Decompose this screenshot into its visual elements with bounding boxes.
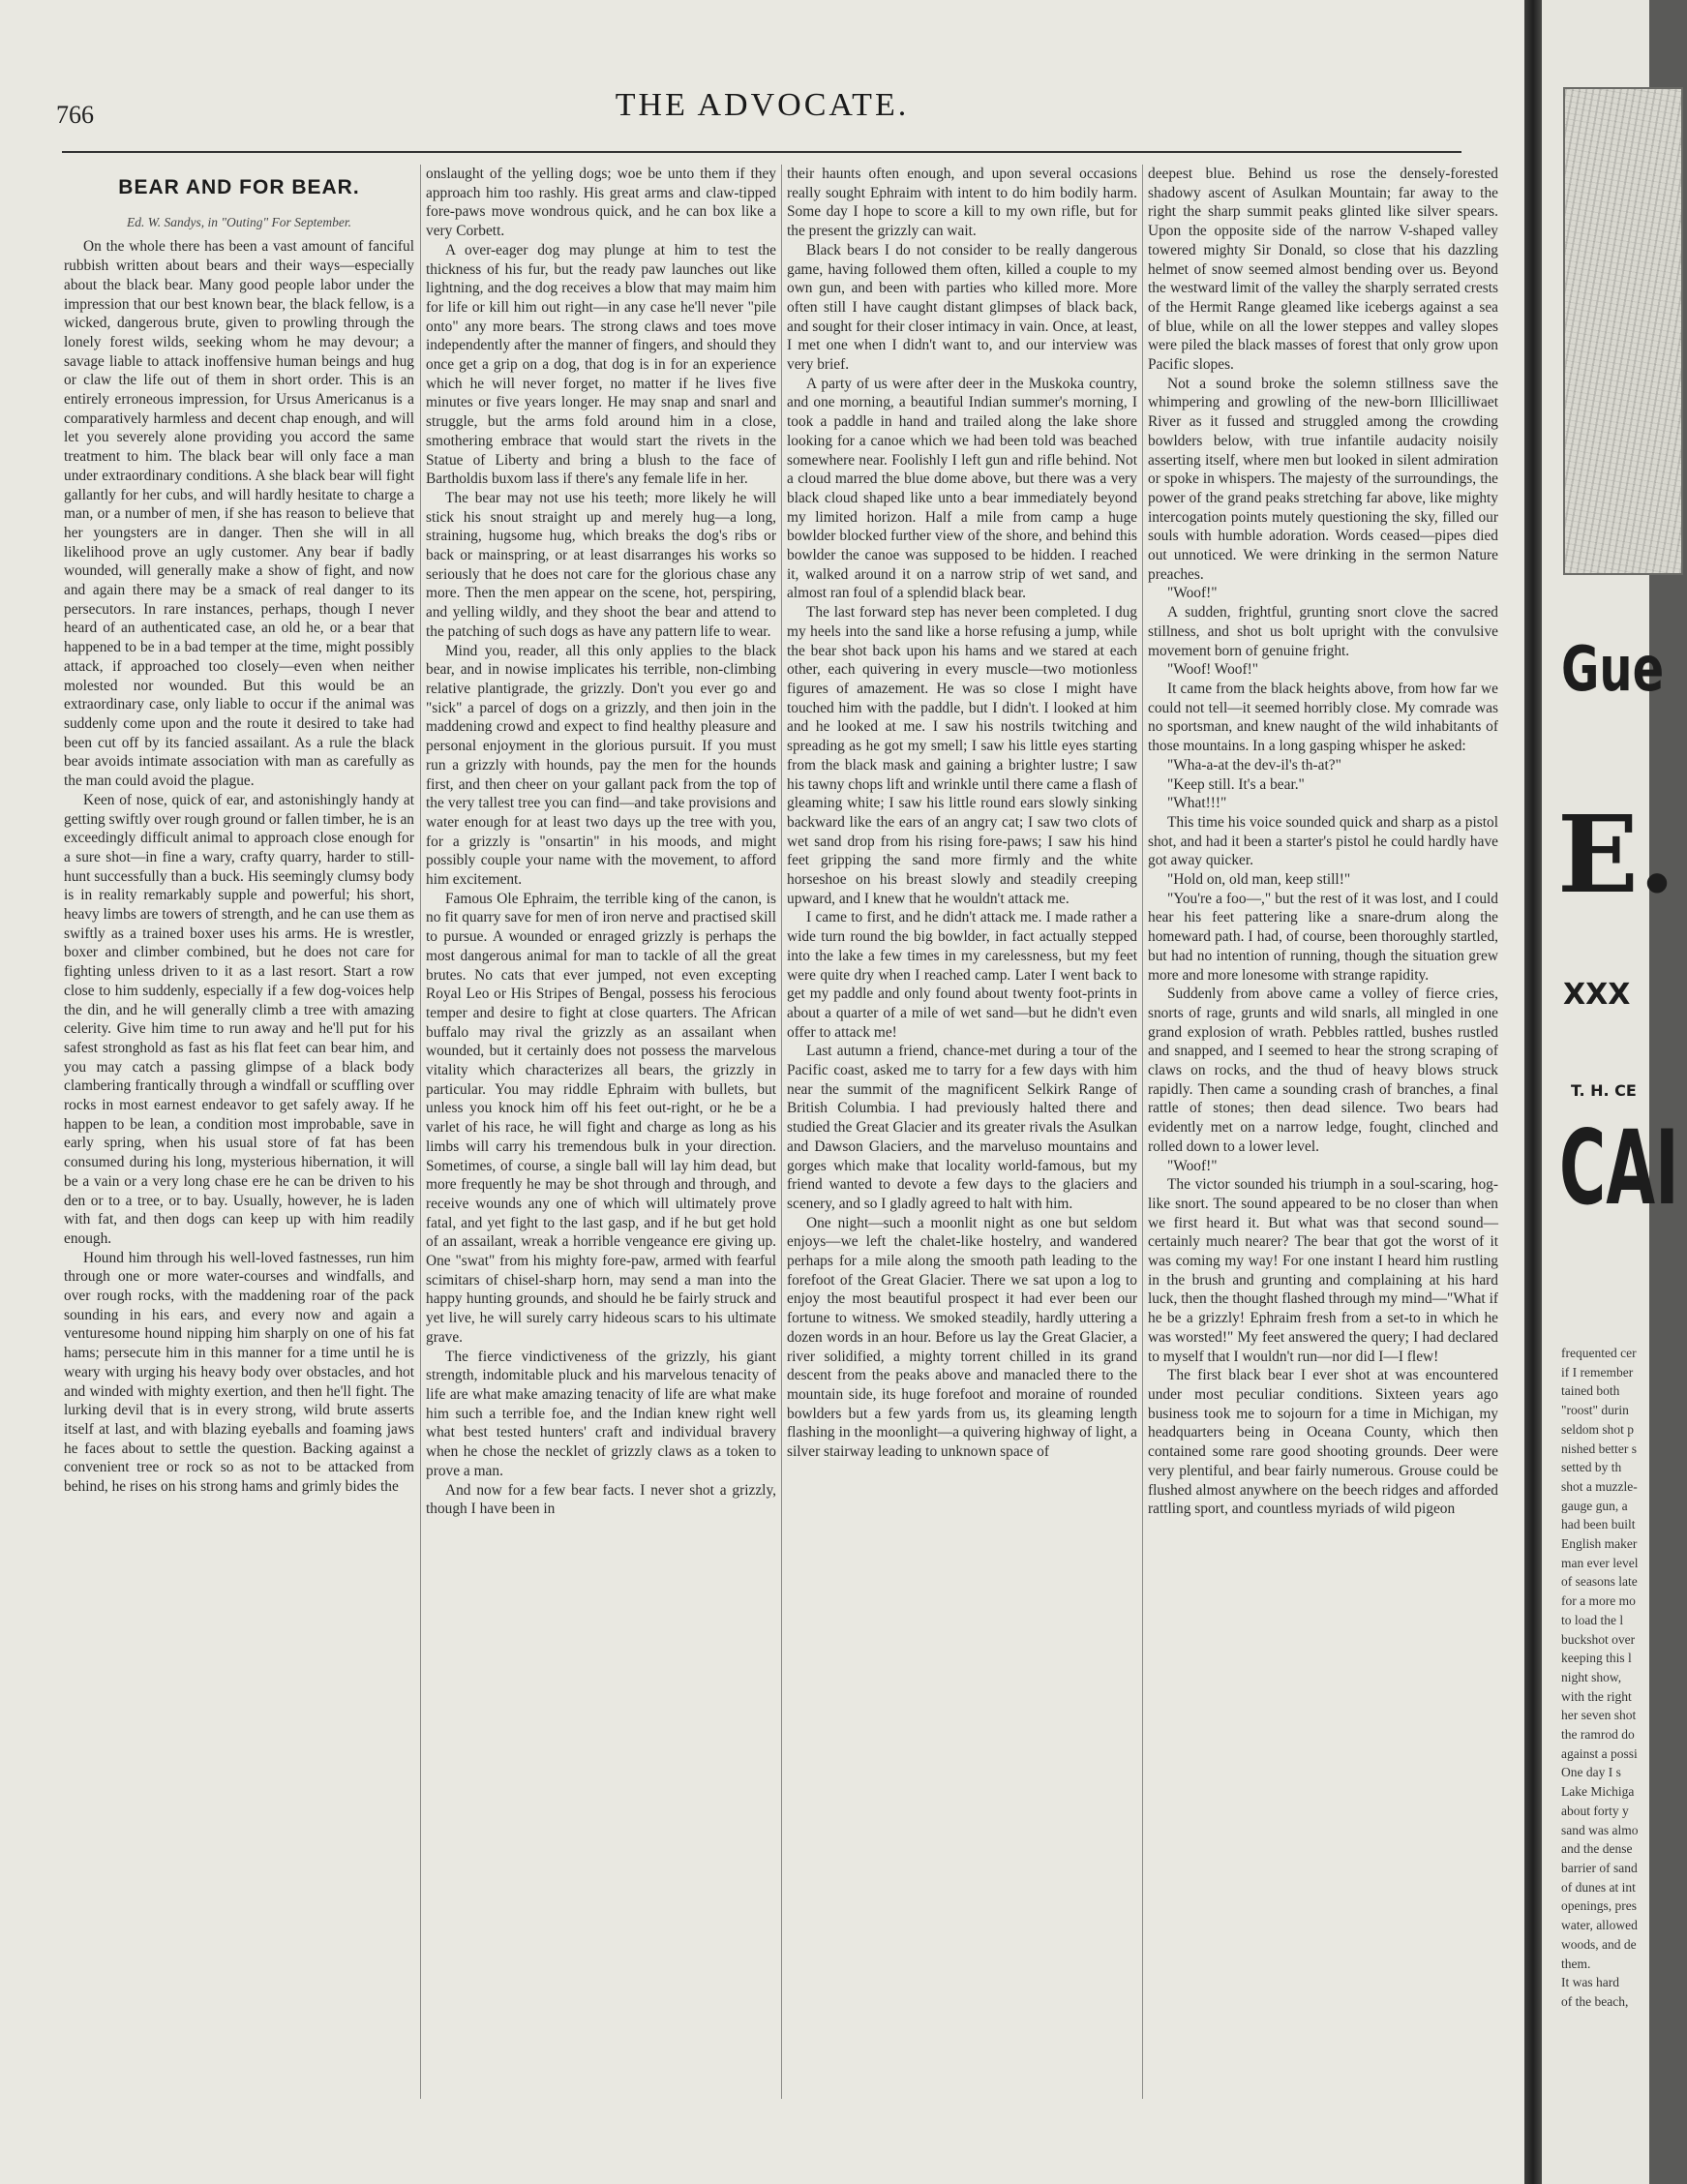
paragraph: "What!!!" bbox=[1167, 795, 1227, 812]
text-line: sand was almo bbox=[1561, 1822, 1639, 1837]
text-line: and the dense bbox=[1561, 1841, 1633, 1857]
masthead-rule bbox=[62, 151, 1461, 153]
text-line: frequented cer bbox=[1561, 1346, 1637, 1360]
paragraph: I came to first, and he didn't attack me. I made rather a wide turn round the big bowlder, in fact actually stepped into the lake a few times in my carelessness, but my feet were quite dry when I reached camp. Later I went back to get my paddle and only found about twenty foot-prints in about a quarter of a mile of wet sand—but he didn't even offer to attack me! bbox=[787, 909, 1137, 1041]
book-gutter bbox=[1524, 0, 1542, 2184]
paragraph: their haunts often enough, and upon several occasions really sought Ephraim with intent to do him bodily harm. Some day I hope to score a kill to my own rifle, but for the present the grizzly can wait. bbox=[787, 166, 1137, 240]
text-line: woods, and de bbox=[1561, 1936, 1637, 1952]
text-line: them. bbox=[1561, 1956, 1591, 1971]
paragraph: A party of us were after deer in the Muskoka country, and one morning, a beautiful Indian summer's morning, I took a paddle in hand and trailed along the lake shore looking for a canoe which we had been told was beached somewhere near. Foolishly I left gun and rifle behind. Not a cloud marred the blue dome above, but there was a very black cloud shaped like unto a bear immediately beyond my limited horizon. Half a mile from camp a huge bowlder blocked further view of the shore, and behind this bowlder the canoe was supposed to be hidden. I reached it, walked around it on a narrow strip of wet sand, and almost ran foul of a splendid black bear. bbox=[787, 375, 1137, 602]
paragraph: "Hold on, old man, keep still!" bbox=[1167, 871, 1351, 889]
text-line: night show, bbox=[1561, 1669, 1622, 1684]
page-number: 766 bbox=[56, 101, 94, 129]
text-line: setted by th bbox=[1561, 1460, 1622, 1475]
paragraph: onslaught of the yelling dogs; woe be unto them if they approach him too rashly. His great arms and claw-tipped fore-paws move wondrous quick, and he can box like a very Corbett. bbox=[426, 166, 776, 240]
paragraph: "Woof!" bbox=[1167, 1157, 1218, 1174]
text-line: her seven shot bbox=[1561, 1708, 1637, 1723]
text-line: buckshot over bbox=[1561, 1631, 1636, 1647]
paragraph: One night—such a moonlit night as one but seldom enjoys—we left the chalet-like hostelry, and wandered perhaps for a mile along the smooth path leading to the forefoot of the Great Glacier. There we sat upon a log to enjoy the most beautiful prospect it had ever been our fortune to witness. We smoked steadily, hardly uttering a dozen words in an hour. Before us lay the Great Glacier, a river solidified, a mighty torrent chilled in its grand descent from the peaks above and manacled there to the mountain side, its huge forefoot and moraine of rounded bowlders but a few yards from us, its gleaming length flashing in the moonlight—a quivering highway of light, a silver stairway leading to unknown space of bbox=[787, 1214, 1137, 1461]
paragraph: Keen of nose, quick of ear, and astonishingly handy at getting swiftly over rough ground or fallen timber, he is an exceedingly difficult animal to approach close enough for a sure shot—in fine a wary, crafty quarry, harder to still-hunt successfully than a buck. His seemingly clumsy body is in reality remarkably supple and powerful; his short, heavy limbs are towers of strength, and he can use them as swiftly as a trained boxer uses his arms. He is wrestler, boxer and climber combined, but he does not care for fighting unless driven to it as a last resort. Start a row close to him suddenly, especially if a few dog-voices help the din, and he will generally climb a tree with amazing celerity. Give him time to run away and he'll put for his safest stronghold as fast as his flat feet can bear him, and you may catch a passing glimpse of a black body clambering frantically through a windfall or scuffling over rocks in most earnest endeavor to get safely away. If he happen to be lean, a condition most improbable, save in early spring, when his usual store of fat has been consumed during his long, mysterious hibernation, it will be a vain or a very long chase ere he can be driven to his den or to a tree, or to bay. Usually, however, he is laden with fat, and then dogs can keep up with him readily enough. bbox=[64, 791, 414, 1247]
ad-heading: E. bbox=[1557, 792, 1676, 917]
paragraph: "Wha-a-at the dev-il's th-at?" bbox=[1167, 756, 1341, 774]
article-column-1 bbox=[64, 165, 414, 2101]
right-page-text-fragment bbox=[1561, 1344, 1687, 2099]
text-line: had been built bbox=[1561, 1517, 1636, 1532]
text-line: of dunes at int bbox=[1561, 1879, 1636, 1895]
paragraph: This time his voice sounded quick and sharp as a pistol shot, and had it been a starter's pistol he could hardly have got away quicker. bbox=[1148, 813, 1498, 869]
ad-heading: Gue bbox=[1561, 634, 1665, 706]
paragraph: A sudden, frightful, grunting snort clove the sacred stillness, and shot us bolt upright with the convulsive movement born of genuine fright. bbox=[1148, 604, 1498, 659]
paragraph: Black bears I do not consider to be really dangerous game, having followed them often, killed a couple to my own gun, and been with parties who killed more. More often still I have caught distant glimpses of black back, and sought for their closer intimacy in vain. Once, at least, I met one when I didn't want to, and our interview was very brief. bbox=[787, 241, 1137, 374]
paragraph: "Woof!" bbox=[1167, 585, 1218, 602]
paragraph: Hound him through his well-loved fastnesses, run him through one or more water-courses and windfalls, and over rough rocks, with the maddening roar of the pack sounding in his ears, and every now and again a venturesome hound nipping him sharply on one of his fat hams; persecute him in this manner for a time until he is weary with urging his heavy body over obstacles, and hot and winded with mighty exertion, and then he'll fight. The lurking devil that is in every strong, wild brute asserts itself at last, and with blazing eyeballs and foaming jaws he faces about to settle the question. Backing against a convenient tree or rock so as not to be attacked from behind, he rises on his strong hams and grimly bides the bbox=[64, 1249, 414, 1496]
text-line: against a possi bbox=[1561, 1745, 1638, 1761]
paragraph: Famous Ole Ephraim, the terrible king of the canon, is no fit quarry save for men of iron nerve and practised skill to pursue. A wounded or enraged grizzly is perhaps the most dangerous animal for man to tackle of all the great brutes. No cats that ever jumped, not even excepting Royal Leo or His Stripes of Bengal, possess his ferocious temper and desire to fight at close quarters. The African buffalo may rival the grizzly as an assailant when wounded, but it certainly does not possess the marvelous vitality which characterizes all bears, the grizzly in particular. You may riddle Ephraim with bullets, but unless you knock him off his feet out-right, or he be a varlet of his race, he will fight and charge as long as his limbs will carry his tremendous bulk in your direction. Sometimes, of course, a single ball will lay him dead, but more frequently he may be shot through and through, and receive wounds any one of which will ultimately prove fatal, and yet fight to the last gasp, and if he but get hold of an assailant, wreak a horrible vengeance ere giving up. One "swat" from his mighty fore-paw, armed with fearful scimitars of chisel-sharp horn, may send a man into the happy hunting grounds, and should he be fairly struck and yet live, he will surely carry hideous scars to his ultimate grave. bbox=[426, 890, 776, 1346]
text-line: for a more mo bbox=[1561, 1593, 1636, 1609]
text-line: "roost" durin bbox=[1561, 1403, 1629, 1418]
text-line: tained both bbox=[1561, 1383, 1620, 1399]
text-line: with the right bbox=[1561, 1688, 1632, 1704]
text-line: about forty y bbox=[1561, 1803, 1629, 1818]
text-line: to load the l bbox=[1561, 1612, 1624, 1627]
article-byline: Ed. W. Sandys, in "Outing" For September. bbox=[126, 214, 352, 229]
article-title: BEAR AND FOR BEAR. bbox=[118, 176, 360, 198]
text-line: gauge gun, a bbox=[1561, 1498, 1628, 1513]
paragraph: On the whole there has been a vast amount of fanciful rubbish written about bears and their ways—especially about the black bear. Many good people labor under the impression that our best known bear, the black fellow, is a wicked, dangerous brute, given to prowling through the lonely forest wilds, seeking whom he may devour; a savage liable to attack inoffensive human beings and hug or claw the life out of them in short order. This is an entirely erroneous impression, for Ursus Americanus is a comparatively harmless and decent chap enough, and will let you severely alone providing you accord the same treatment to him. The black bear will only face a man under extraordinary conditions. A she black bear will fight gallantly for her cubs, and will hardly hesitate to charge a man, or a number of men, if she has reason to believe that her youngsters are in danger. Then she will in all likelihood prove an ugly customer. Any bear if badly wounded, will generally make a show of fight, and now and again there may be a smack of real danger to its persecutors. In rare instances, perhaps, though I never heard of an authenticated case, an old he, or a bear that happened to be in a bad temper at the time, might possibly attack, if approached too closely—even when neither molested nor wounded. But this would be an extraordinary case, only liable to occur if the animal was suddenly come upon and the route it desired to take had been cut off by its fancied assailant. As a rule the black bear avoids intimate association with man as carefully as the man could avoid the plague. bbox=[64, 238, 414, 790]
paragraph: And now for a few bear facts. I never shot a grizzly, though I have been in bbox=[426, 1481, 776, 1518]
article-column-4 bbox=[1148, 165, 1498, 2101]
paragraph: Last autumn a friend, chance-met during a tour of the Pacific coast, asked me to tarry for a few days with him near the summit of the magnificent Selkirk Range of British Columbia. I had previously halted there and studied the Great Glacier and its greater rivals the Asulkan and Dawson Glaciers, and the marveluso mountains and gorges which make that locality world-famous, but my friend wanted to devote a few days to the glaciers and scenery, and so I gladly agreed to halt with him. bbox=[787, 1043, 1137, 1212]
right-page bbox=[1542, 0, 1679, 2184]
paragraph: It came from the black heights above, from how far we could not tell—it seemed horribly close. My comrade was no sportsman, and knew naught of the wild inhabitants of those mountains. In a long gasping whisper he asked: bbox=[1148, 680, 1498, 755]
text-line: shot a muzzle- bbox=[1561, 1478, 1638, 1494]
ad-heading: CAI bbox=[1559, 1108, 1679, 1228]
paragraph: The victor sounded his triumph in a soul-scaring, hog-like snort. The sound appeared to be no closer than when we first heard it. But what was that second sound—certainly much nearer? The bear that got the worst of it was coming my way! For one instant I heard him rustling in the brush and grunting and complaining at his hard luck, then the thought flashed through my mind—"What if he be a grizzly! Ephraim fresh from a set-to in which he was worsted!" My feet answered the query; I had declared to myself that I wouldn't run—nor did I—I flew! bbox=[1148, 1176, 1498, 1365]
text-line: English maker bbox=[1561, 1536, 1638, 1552]
text-line: of the beach, bbox=[1561, 1993, 1629, 2009]
text-line: keeping this l bbox=[1561, 1651, 1632, 1666]
paragraph: A over-eager dog may plunge at him to test the thickness of his fur, but the ready paw launches out like lightning, and the dog receives a blow that may maim him for life or kill him out right—in any case he'll never "pile onto" any more bears. The strong claws and toes move independently after the manner of fingers, and should they once get a grip on a dog, that dog is in for an experience which he will never forget, no matter if he lives five minutes or five years longer. He may snap and snarl and struggle, but the arms fold around him in a close, smothering embrace that would start the rivets in the Statue of Liberty and bring a blush to the face of Bartholdis buxom lass if there's any female life in her. bbox=[426, 241, 776, 488]
text-line: One day I s bbox=[1561, 1765, 1621, 1780]
paragraph: "Woof! Woof!" bbox=[1167, 661, 1259, 679]
paragraph: "Keep still. It's a bear." bbox=[1167, 775, 1305, 793]
column-divider bbox=[781, 165, 782, 2099]
column-divider bbox=[420, 165, 421, 2099]
text-line: Lake Michiga bbox=[1561, 1784, 1635, 1800]
text-line: of seasons late bbox=[1561, 1574, 1638, 1590]
text-line: seldom shot p bbox=[1561, 1421, 1635, 1437]
paragraph: The first black bear I ever shot at was encountered under most peculiar conditions. Sixteen years ago business took me to sojourn for a time in Michigan, my headquarters being in Oceana County, which then contained some rare good shooting grounds. Deer were very plentiful, and bear fairly numerous. Grouse could be flushed almost anywhere on the beech ridges and afforded rattling sport, and countless myriads of wild pigeon bbox=[1148, 1367, 1498, 1518]
text-line: if I remember bbox=[1561, 1364, 1634, 1380]
ad-heading: T. H. CE bbox=[1571, 1081, 1637, 1100]
article-column-2 bbox=[426, 165, 776, 2101]
paragraph: The bear may not use his teeth; more likely he will stick his snout straight up and merely hug—a long, straining, hugsome hug, which breaks the dog's ribs or back or mainspring, or at least disarranges his works so seriously that he does not care for the glorious chase any more. Then the men appear on the scene, hot, perspiring, and yelling wildly, and they shoot the bear and attend to the patching of such dogs as have any pattern life to wear. bbox=[426, 489, 776, 640]
masthead-title: THE ADVOCATE. bbox=[615, 87, 910, 123]
paragraph: Mind you, reader, all this only applies to the black bear, and in nowise implicates his terrible, non-climbing relative plantigrade, the grizzly. Don't you ever go and "sick" a parcel of dogs on a grizzly, and then join in the maddening crowd and expect to find healthy pleasure and personal enjoyment in the glorious pursuit. If you must run a grizzly with hounds, pay the men for the hounds first, and then cheer on your gallant pack from the top of the very tallest tree you can find—and take provisions and water enough for at least two days up the tree with you, for a grizzly is "onsartin" in his moods, and might possibly couple your name with the movement, to afford him excitement. bbox=[426, 642, 776, 889]
text-line: openings, pres bbox=[1561, 1898, 1637, 1914]
text-line: the ramrod do bbox=[1561, 1727, 1635, 1743]
text-line: water, allowed bbox=[1561, 1918, 1638, 1933]
engraving-illustration bbox=[1563, 87, 1683, 575]
ad-heading: XXX bbox=[1563, 978, 1631, 1012]
paragraph: The last forward step has never been completed. I dug my heels into the sand like a horse refusing a jump, while the bear shot back upon his hams and we stared at each other, each quivering in every muscle—two motionless figures of amazement. He was so close I might have touched him with the paddle, but I didn't. I looked at him and he looked at me. I saw his nostrils twitching and spreading as he got my smell; I saw his little eyes starting from the black mask and gaining a brighter lustre; I saw his tawny chops lift and wrinkle until there came a flash of gleaming white; I saw his little round ears slowly sinking backward like the ears of an angry cat; I saw two clots of wet sand drop from his rising fore-paws; I saw his hind feet gripping the sand more firmly and the white horseshoe on his breast slowly and steadily creeping upward, and I knew that he wouldn't attack me. bbox=[787, 604, 1138, 907]
paragraph: Suddenly from above came a volley of fierce cries, snorts of rage, grunts and wild snarls, all mingled in one grand explosion of wrath. Pebbles rattled, bushes rustled and snapped, and I seemed to hear the strong scraping of claws on rocks, and the thud of heavy blows struck rapidly. Then came a sounding crash of branches, a final rattle of stones; then dead silence. Two bears had evidently met on a narrow ledge, fought, clinched and rolled down to a lower level. bbox=[1148, 986, 1498, 1155]
paragraph: The fierce vindictiveness of the grizzly, his giant strength, indomitable pluck and his marvelous tenacity of life are what make amazing tenacity of life are what make him such a terrible foe, and the Indian knew right well what best tested hunters' craft and individual bravery when he chose the necklet of grizzly claws as a token to prove a man. bbox=[426, 1348, 776, 1479]
paragraph: Not a sound broke the solemn stillness save the whimpering and growling of the new-born Illicilliwaet River as it fussed and struggled among the crowding bowlders below, with true infantile audacity noisily asserting itself, where men but looked in silent admiration or spoke in whispers. The majesty of the surroundings, the power of the grand peaks stretching far above, like mighty intercogation points mutely questioning the sky, filled our souls with humble adoration. Words ceased—pipes died out unnoticed. We were drinking in the sermon Nature preaches. bbox=[1148, 375, 1498, 583]
text-line: It was hard bbox=[1561, 1975, 1619, 1990]
text-line: barrier of sand bbox=[1561, 1860, 1638, 1875]
paragraph: "You're a foo—," but the rest of it was lost, and I could hear his feet pattering like a snare-drum along the homeward path. I had, of course, been thoroughly startled, but had no intention of running, though the situation grew more and more lonesome with strange rapidity. bbox=[1148, 890, 1498, 984]
column-divider bbox=[1142, 165, 1143, 2099]
text-line: nished better s bbox=[1561, 1441, 1637, 1456]
article-column-3 bbox=[787, 165, 1137, 2101]
text-line: man ever level bbox=[1561, 1555, 1639, 1570]
paragraph: deepest blue. Behind us rose the densely-forested shadowy ascent of Asulkan Mountain; far away to the right the sharp summit peaks glinted like silver spears. Upon the opposite side of the narrow V-shaped valley towered mighty Sir Donald, so close that his dazzling helmet of snow seemed almost bending over us. Beyond the westward limit of the valley the sharply serrated crests of the Hermit Range gleamed like icebergs against a sea of blue, while on all the lower steppes and valley slopes were piled the black masses of forest that only grow upon Pacific slopes. bbox=[1148, 166, 1498, 374]
